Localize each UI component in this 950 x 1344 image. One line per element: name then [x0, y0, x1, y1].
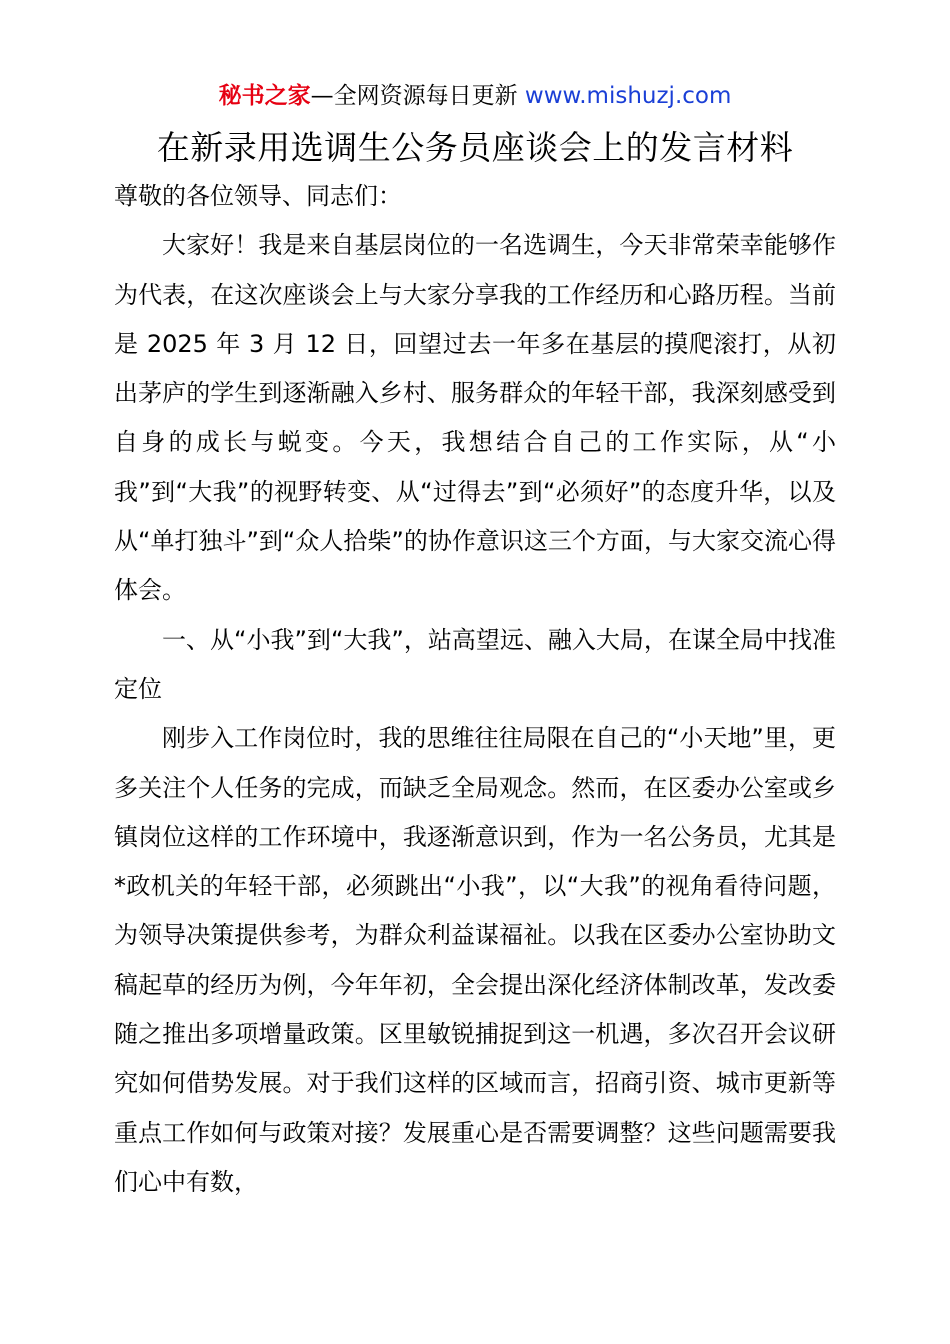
salutation: 尊敬的各位领导、同志们： — [114, 182, 402, 210]
site-brand: 秘书之家 — [218, 83, 311, 109]
document-body — [114, 172, 836, 1207]
site-url-link[interactable]: www.mishuzj.com — [524, 83, 732, 109]
document-title: 在新录用选调生公务员座谈会上的发言材料 — [156, 128, 794, 167]
site-header — [0, 80, 950, 112]
section-heading-one: 一、从“小我”到“大我”，站高望远、融入大局，在谋全局中找准定位 — [114, 625, 836, 703]
paragraph-section-one: 刚步入工作岗位时，我的思维往往局限在自己的“小天地”里，更多关注个人任务的完成，而缺乏全局观念。然而，在区委办公室或乡镇岗位这样的工作环境中，我逐渐意识到，作为一名公务员，尤其是*政机关的年轻干部，必须跳出“小我”，以“大我”的视角看待问题，为领导决策提供参考，为群众利益谋福祉。以我在区委办公室协助文稿起草的经历为例，今年年初，全会提出深化经济体制改革，发改委随之推出多项增量政策。区里敏锐捕捉到这一机遇，多次召开会议研究如何借势发展。对于我们这样的区域而言，招商引资、城市更新等重点工作如何与政策对接？发展重心是否需要调整？这些问题需要我们心中有数， — [114, 724, 836, 1196]
site-tagline: —全网资源每日更新 — [310, 83, 525, 109]
paragraph-intro: 大家好！我是来自基层岗位的一名选调生，今天非常荣幸能够作为代表，在这次座谈会上与大家分享我的工作经历和心路历程。当前是 2025 年 3 月 12 日，回望过去一年多在基层的摸爬滚打，从初出茅庐的学生到逐渐融入乡村、服务群众的年轻干部，我深刻感受到自身的成长与蜕变。今天，我想结合自己的工作实际，从“小我”到“大我”的视野转变、从“过得去”到“必须好”的态度升华，以及从“单打独斗”到“众人拾柴”的协作意识这三个方面，与大家交流心得体会。 — [114, 231, 836, 605]
